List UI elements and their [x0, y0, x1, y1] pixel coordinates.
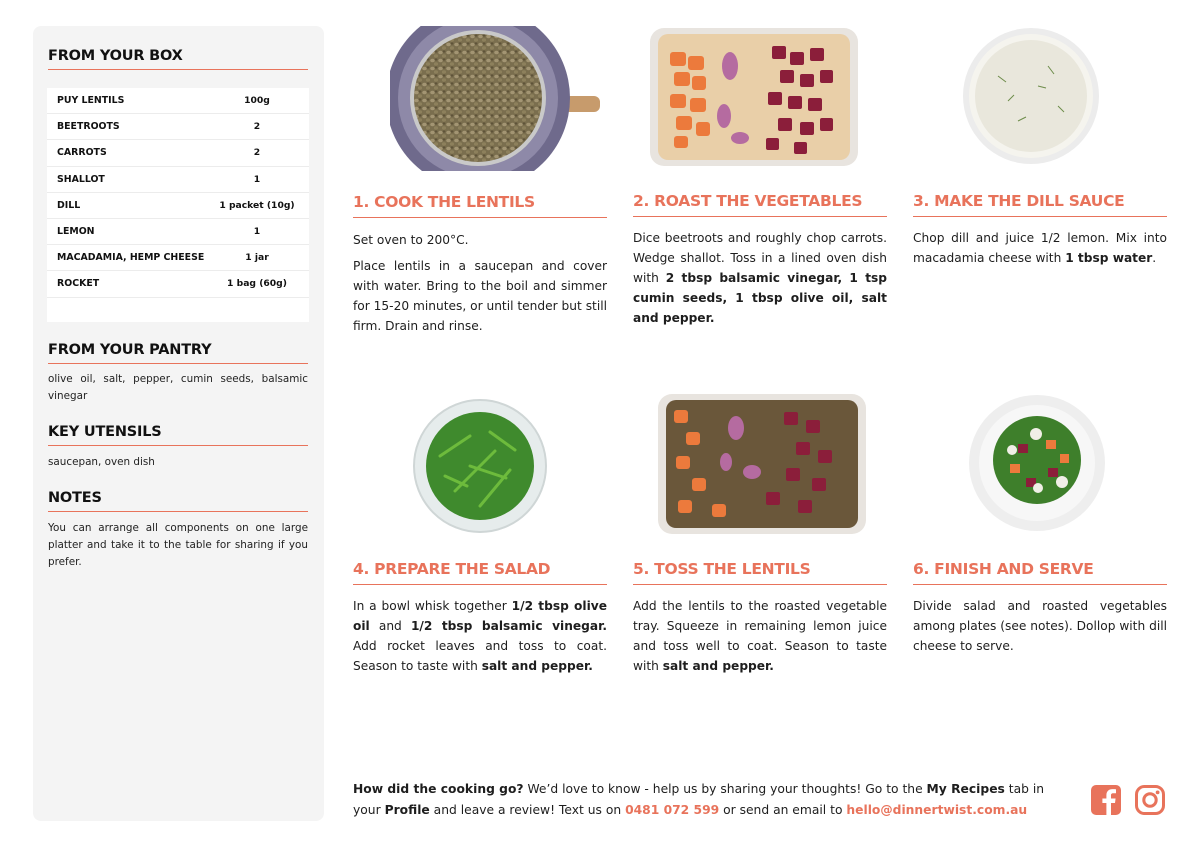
step-text: Add rocket leaves and toss to coat. Season to taste with	[353, 639, 607, 673]
ingredient-name: LEMON	[57, 226, 95, 238]
dill-sauce-bowl-image	[958, 26, 1104, 172]
ingredient-name: DILL	[57, 199, 81, 211]
ingredient-quantity: 1 jar	[245, 252, 269, 264]
step-text: .	[1152, 251, 1157, 265]
box-ingredient-row	[47, 114, 309, 140]
step-1-title: 1. COOK THE LENTILS	[353, 193, 607, 218]
roasted-lentils-tray-image	[656, 392, 868, 536]
instagram-icon[interactable]	[1134, 784, 1166, 816]
utensils-text: saucepan, oven dish	[48, 456, 155, 468]
notes-title: NOTES	[48, 490, 308, 512]
ingredient-name: MACADAMIA, HEMP CHEESE	[57, 252, 205, 264]
ingredient-quantity: 1	[253, 226, 261, 238]
step-paragraph	[633, 228, 887, 328]
box-ingredient-row	[47, 140, 309, 166]
ingredient-quantity: 1	[253, 173, 261, 185]
step-2-title: 2. ROAST THE VEGETABLES	[633, 192, 887, 217]
ingredient-name: PUY LENTILS	[57, 95, 125, 107]
step-1-body	[353, 230, 607, 342]
step-text: In a bowl whisk together	[353, 599, 512, 613]
box-ingredient-row	[47, 245, 309, 271]
from-your-pantry-title: FROM YOUR PANTRY	[48, 342, 308, 364]
footer-contact-link[interactable]: hello@dinnertwist.com.au	[846, 803, 1028, 817]
step-4-body	[353, 596, 607, 682]
ingredients-sidebar	[33, 26, 324, 821]
step-6-body	[913, 596, 1167, 662]
step-paragraph	[913, 596, 1167, 656]
footer-text: or send an email to	[719, 803, 847, 817]
ingredient-name: ROCKET	[57, 278, 100, 290]
step-6-title: 6. FINISH AND SERVE	[913, 560, 1167, 585]
footer-text: tab in your	[353, 782, 1045, 817]
facebook-icon[interactable]	[1090, 784, 1122, 816]
step-text: and	[369, 619, 411, 633]
footer-text: We’d love to know - help us by sharing your thoughts! Go to the	[523, 782, 927, 796]
footer-text: Profile	[384, 803, 430, 817]
box-ingredients-table	[47, 88, 309, 322]
footer-text: My Recipes	[926, 782, 1005, 796]
step-paragraph	[353, 256, 607, 336]
step-text: Place lentils in a saucepan and cover with water. Bring to the boil and simmer for 15-20 minutes, or until tender but still firm. Drain and rinse.	[353, 259, 607, 333]
step-text: Set oven to 200°C.	[353, 233, 469, 247]
step-bold-text: salt and pepper.	[662, 659, 774, 673]
ingredient-quantity: 2	[253, 121, 261, 133]
ingredient-name: CARROTS	[57, 147, 107, 159]
ingredient-quantity: 1 bag (60g)	[227, 278, 287, 290]
box-ingredient-row	[47, 219, 309, 245]
footer-text: and leave a review! Text us on	[429, 803, 626, 817]
step-paragraph	[353, 596, 607, 676]
raw-vegetables-tray-image	[648, 26, 860, 168]
box-ingredient-row	[47, 88, 309, 114]
step-bold-text: 1/2 tbsp olive oil	[353, 599, 607, 633]
ingredient-quantity: 100g	[244, 95, 270, 107]
step-paragraph	[353, 230, 607, 250]
step-5-title: 5. TOSS THE LENTILS	[633, 560, 887, 585]
box-ingredient-row	[47, 193, 309, 219]
step-bold-text: 1 tbsp water	[1065, 251, 1153, 265]
step-bold-text: 2 tbsp balsamic vinegar, 1 tsp cumin seeds, 1 tbsp olive oil, salt and pepper.	[633, 271, 887, 325]
step-3-title: 3. MAKE THE DILL SAUCE	[913, 192, 1167, 217]
step-paragraph	[633, 596, 887, 676]
step-3-body	[913, 228, 1167, 274]
step-text: Dice beetroots and roughly chop carrots. Wedge shallot. Toss in a lined oven dish with	[633, 231, 887, 285]
from-your-box-title: FROM YOUR BOX	[48, 48, 308, 70]
lentils-sieve-image	[390, 26, 610, 171]
footer-contact-link[interactable]: 0481 072 599	[625, 803, 720, 817]
step-text: Divide salad and roasted vegetables among plates (see notes). Dollop with dill cheese to serve.	[913, 599, 1167, 653]
key-utensils-title: KEY UTENSILS	[48, 424, 308, 446]
ingredient-name: SHALLOT	[57, 173, 105, 185]
finished-salad-plate-image	[966, 392, 1108, 534]
rocket-salad-bowl-image	[410, 396, 550, 536]
ingredient-quantity: 1 packet (10g)	[219, 199, 295, 211]
step-bold-text: salt and pepper.	[481, 659, 593, 673]
box-ingredient-row	[47, 271, 309, 297]
step-2-body	[633, 228, 887, 334]
ingredient-quantity: 2	[253, 147, 261, 159]
step-text: Add the lentils to the roasted vegetable tray. Squeeze in remaining lemon juice and toss well to coat. Season to taste with	[633, 599, 887, 673]
footer-text: How did the cooking go?	[353, 782, 524, 796]
step-4-title: 4. PREPARE THE SALAD	[353, 560, 607, 585]
step-5-body	[633, 596, 887, 682]
pantry-text: olive oil, salt, pepper, cumin seeds, balsamic vinegar	[48, 373, 308, 402]
notes-text: You can arrange all components on one large platter and take it to the table for sharing if you prefer.	[48, 522, 308, 568]
step-bold-text: 1/2 tbsp balsamic vinegar.	[410, 619, 607, 633]
step-paragraph	[913, 228, 1167, 268]
ingredient-name: BEETROOTS	[57, 121, 120, 133]
feedback-footer	[353, 779, 1073, 821]
box-ingredient-row	[47, 167, 309, 193]
step-text: Chop dill and juice 1/2 lemon. Mix into macadamia cheese with	[913, 231, 1167, 265]
